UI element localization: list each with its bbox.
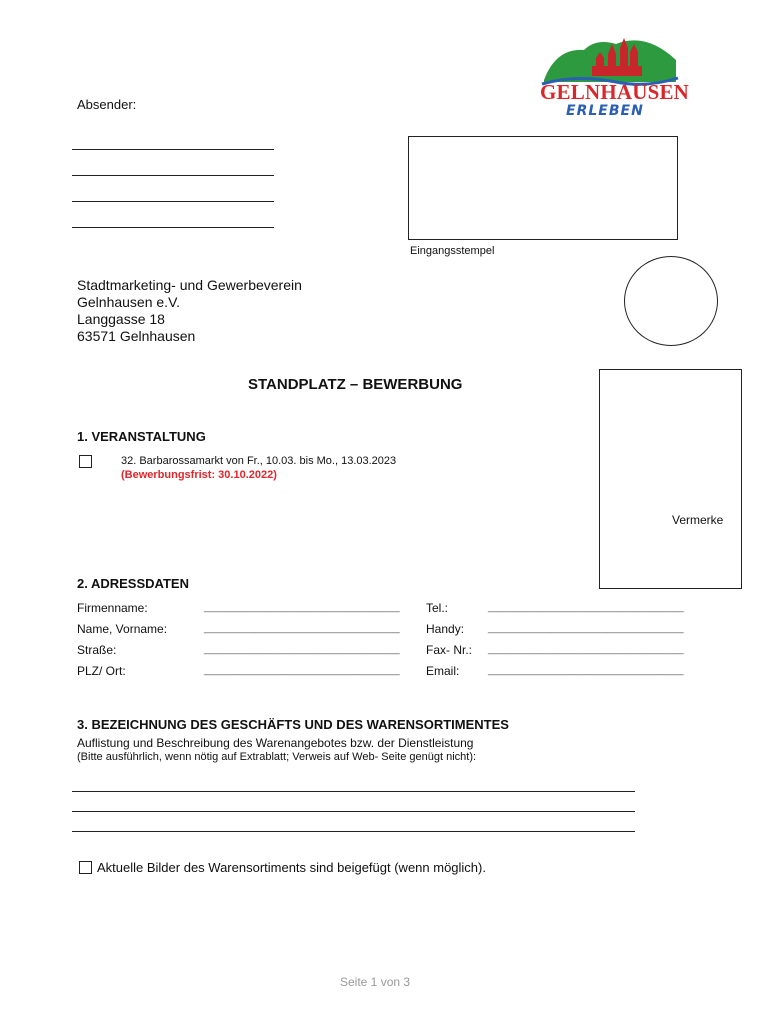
images-checkbox[interactable] (79, 861, 92, 874)
logo-name: GELNHAUSEN (540, 80, 690, 104)
recipient-line-2: Gelnhausen e.V. (77, 294, 181, 310)
application-deadline: (Bewerbungsfrist: 30.10.2022) (121, 469, 277, 481)
description-line-2[interactable] (72, 811, 635, 812)
field-label-name: Name, Vorname: (77, 622, 168, 636)
sender-line-3[interactable] (72, 201, 274, 202)
field-label-fax: Fax- Nr.: (426, 643, 473, 657)
field-label-email: Email: (426, 664, 460, 678)
field-label-firmenname: Firmenname: (77, 601, 148, 615)
description-line-1[interactable] (72, 791, 635, 792)
field-input-strasse[interactable]: _______________________________ (204, 643, 400, 655)
field-input-email[interactable]: _______________________________ (488, 664, 684, 676)
images-checkbox-label: Aktuelle Bilder des Warensortiments sind beigefügt (wenn möglich). (97, 860, 486, 875)
description-line-3[interactable] (72, 831, 635, 832)
section-2-heading: 2. ADRESSDATEN (77, 576, 189, 591)
sender-line-4[interactable] (72, 227, 274, 228)
page-title: STANDPLATZ – BEWERBUNG (248, 376, 463, 393)
field-label-plz-ort: PLZ/ Ort: (77, 664, 126, 678)
notes-box (599, 369, 742, 589)
recipient-line-1: Stadtmarketing- und Gewerbeverein (77, 277, 302, 293)
field-input-name[interactable]: _______________________________ (204, 622, 400, 634)
field-input-tel[interactable]: _______________________________ (488, 601, 684, 613)
sender-line-1[interactable] (72, 149, 274, 150)
stamp-label: Eingangsstempel (410, 245, 495, 257)
gelnhausen-logo (536, 30, 690, 122)
section-3-subtitle: Auflistung und Beschreibung des Warenangebotes bzw. der Dienstleistung (77, 736, 474, 750)
section-3-note: (Bitte ausführlich, wenn nötig auf Extrablatt; Verweis auf Web- Seite genügt nicht): (77, 751, 477, 763)
section-3-heading: 3. BEZEICHNUNG DES GESCHÄFTS UND DES WARENSORTIMENTES (77, 717, 509, 732)
notes-label: Vermerke (672, 513, 724, 527)
logo-tagline: ERLEBEN (566, 103, 644, 119)
field-input-handy[interactable]: _______________________________ (488, 622, 684, 634)
recipient-line-3: Langgasse 18 (77, 311, 165, 327)
sender-line-2[interactable] (72, 175, 274, 176)
stamp-box (408, 136, 678, 240)
seal-circle (624, 256, 718, 346)
page-number: Seite 1 von 3 (340, 975, 411, 989)
field-label-handy: Handy: (426, 622, 465, 636)
field-input-plz-ort[interactable]: _______________________________ (204, 664, 400, 676)
field-label-tel: Tel.: (426, 601, 449, 615)
recipient-line-4: 63571 Gelnhausen (77, 328, 196, 344)
section-1-heading: 1. VERANSTALTUNG (77, 429, 206, 444)
field-label-strasse: Straße: (77, 643, 117, 657)
event-checkbox[interactable] (79, 455, 92, 468)
recipient-address (77, 277, 302, 345)
field-input-fax[interactable]: _______________________________ (488, 643, 684, 655)
field-input-firmenname[interactable]: _______________________________ (204, 601, 400, 613)
event-option-text: 32. Barbarossamarkt von Fr., 10.03. bis Mo., 13.03.2023 (121, 455, 397, 467)
sender-label: Absender: (77, 97, 137, 112)
